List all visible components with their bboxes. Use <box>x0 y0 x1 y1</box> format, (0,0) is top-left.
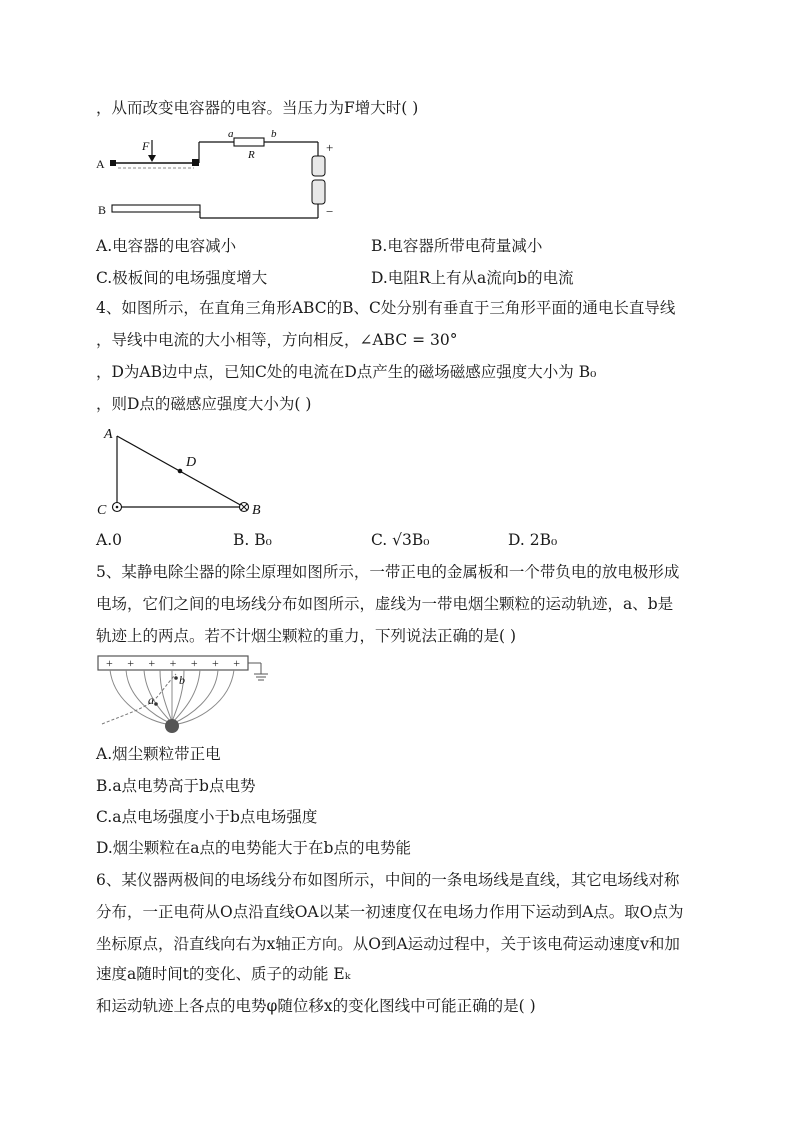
q5-option-a: A.烟尘颗粒带正电 <box>96 745 221 763</box>
q5-option-d: D.烟尘颗粒在a点的电势能大于在b点的电势能 <box>96 839 411 857</box>
vertex-a-label: A <box>104 427 113 442</box>
point-b-label: b <box>179 673 185 687</box>
q6-line-5: 和运动轨迹上各点的电势φ随位移x的变化图线中可能正确的是( ) <box>96 997 536 1015</box>
q4-option-a: A.0 <box>96 531 122 549</box>
q5-option-c: C.a点电场强度小于b点电场强度 <box>96 808 318 826</box>
q3-intro-line: ，从而改变电容器的电容。当压力为F增大时( ) <box>96 99 419 117</box>
q4-line-1: 4、如图所示，在直角三角形ABC的B、C处分别有垂直于三角形平面的通电长直导线 <box>96 299 676 317</box>
resistor-a-label: a <box>228 128 234 140</box>
q3-option-d: D.电阻R上有从a流向b的电流 <box>371 269 574 287</box>
q6-line-1: 6、某仪器两极间的电场线分布如图所示，中间的一条电场线是直线，其它电场线对称 <box>96 871 680 889</box>
right-triangle-diagram <box>96 422 276 522</box>
point-d-label: D <box>186 455 197 470</box>
q4-option-d: D. 2B₀ <box>508 531 558 549</box>
q5-option-b: B.a点电势高于b点电势 <box>96 777 256 795</box>
q6-line-4: 速度a随时间t的变化、质子的动能 Eₖ <box>96 965 351 983</box>
capacitor-circuit-diagram <box>96 128 346 228</box>
vertex-b-label: B <box>252 503 261 518</box>
q4-option-b: B. B₀ <box>233 531 272 549</box>
q4-line-2: ，导线中电流的大小相等，方向相反，∠ABC = 30° <box>96 331 458 349</box>
q6-line-3: 坐标原点，沿直线向右为x轴正方向。从O到A运动过程中，关于该电荷运动速度v和加 <box>96 935 680 953</box>
q4-line-3: ，D为AB边中点，已知C处的电流在D点产生的磁场磁感应强度大小为 B₀ <box>96 363 597 381</box>
point-a-label: a <box>148 693 154 707</box>
q6-line-2: 分布，一正电荷从O点沿直线OA以某一初速度仅在电场力作用下运动到A点。取O点为 <box>96 903 684 921</box>
q5-line-2: 电场，它们之间的电场线分布如图所示，虚线为一带电烟尘颗粒的运动轨迹，a、b是 <box>96 595 674 613</box>
vertex-c-label: C <box>97 503 107 518</box>
q3-option-a: A.电容器的电容减小 <box>96 237 237 255</box>
q5-line-3: 轨迹上的两点。若不计烟尘颗粒的重力，下列说法正确的是( ) <box>96 627 517 645</box>
battery-plus-label: + <box>326 140 334 155</box>
resistor-b-label: b <box>271 128 277 140</box>
q4-line-4: ，则D点的磁感应强度大小为( ) <box>96 395 312 413</box>
plate-b-label: B <box>98 203 107 217</box>
electrostatic-precipitator-diagram <box>96 652 276 742</box>
battery-minus-label: − <box>326 204 334 219</box>
plate-a-label: A <box>96 157 105 171</box>
plate-plus-signs: + + + + + + + <box>106 656 240 670</box>
q3-option-c: C.极板间的电场强度增大 <box>96 269 268 287</box>
resistor-r-label: R <box>248 149 255 161</box>
q3-option-b: B.电容器所带电荷量减小 <box>371 237 543 255</box>
q4-option-c: C. √3B₀ <box>371 531 430 549</box>
force-label: F <box>142 139 150 153</box>
q5-line-1: 5、某静电除尘器的除尘原理如图所示，一带正电的金属板和一个带负电的放电极形成 <box>96 563 680 581</box>
